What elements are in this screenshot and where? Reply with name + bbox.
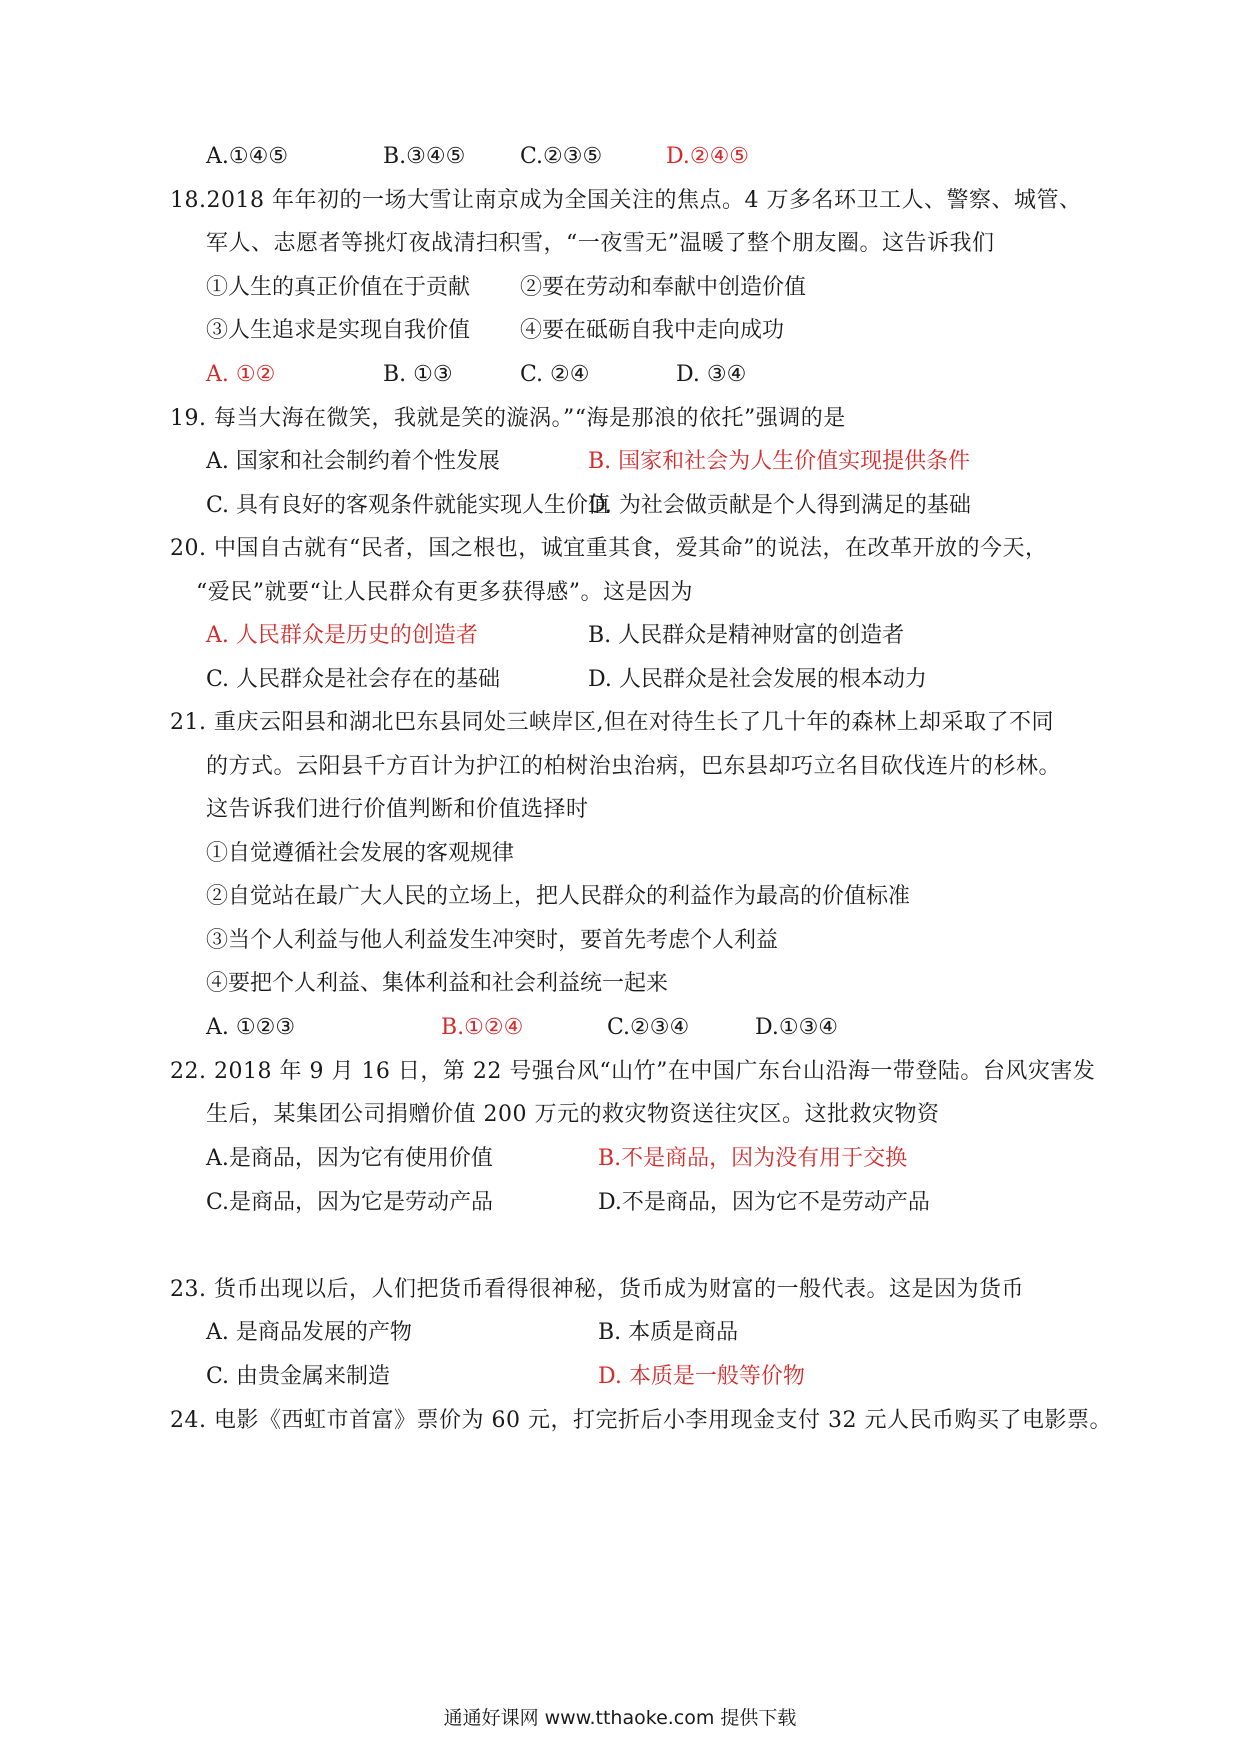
q23-option-a: A. 是商品发展的产物 <box>206 1320 412 1345</box>
q21-stem-line2: 的方式。云阳县千方百计为护江的柏树治虫治病，巴东县却巧立名目砍伐连片的杉林。 <box>206 754 1062 779</box>
q21-option-b: B.①②④ <box>441 1015 524 1040</box>
q20-option-b: B. 人民群众是精神财富的创造者 <box>588 623 905 648</box>
q21-statement-3: ③当个人利益与他人利益发生冲突时，要首先考虑个人利益 <box>206 928 779 953</box>
q18-option-b: B. ①③ <box>383 362 453 387</box>
q20-option-a: A. 人民群众是历史的创造者 <box>206 623 478 648</box>
q21-statement-2: ②自觉站在最广大人民的立场上，把人民群众的利益作为最高的价值标准 <box>206 884 911 909</box>
q23-option-c: C. 由贵金属来制造 <box>206 1364 391 1389</box>
q20-stem-line2: “爱民”就要“让人民群众有更多获得感”。这是因为 <box>196 580 693 605</box>
q20-option-d: D. 人民群众是社会发展的根本动力 <box>588 667 927 692</box>
q17-option-a: A.①④⑤ <box>206 144 289 169</box>
q19-option-b: B. 国家和社会为人生价值实现提供条件 <box>588 449 971 474</box>
q18-statement-3: ③人生追求是实现自我价值 <box>206 318 471 343</box>
q22-stem-line1: 22. 2018 年 9 月 16 日，第 22 号强台风“山竹”在中国广东台山沿海一带登陆。台风灾害发 <box>170 1059 1096 1084</box>
q18-statement-1: ①人生的真正价值在于贡献 <box>206 275 471 300</box>
q18-option-a: A. ①② <box>206 362 276 387</box>
q18-stem-line2: 军人、志愿者等挑灯夜战清扫积雪，“一夜雪无”温暖了整个朋友圈。这告诉我们 <box>206 231 995 256</box>
page-footer: 通通好课网 www.tthaoke.com 提供下载 <box>443 1707 797 1729</box>
q22-option-c: C.是商品，因为它是劳动产品 <box>206 1190 494 1215</box>
q19-stem-line1: 19. 每当大海在微笑，我就是笑的漩涡。”“海是那浪的依托”强调的是 <box>170 406 846 431</box>
q21-stem-line1: 21. 重庆云阳县和湖北巴东县同处三峡岸区,但在对待生长了几十年的森林上却采取了不同 <box>170 710 1054 735</box>
q20-option-c: C. 人民群众是社会存在的基础 <box>206 667 501 692</box>
q20-stem-line1: 20. 中国自古就有“民者，国之根也，诚宜重其食，爱其命”的说法，在改革开放的今天， <box>170 536 1048 561</box>
q18-stem-line1: 18.2018 年年初的一场大雪让南京成为全国关注的焦点。4 万多名环卫工人、警察、城管、 <box>170 188 1082 213</box>
q21-statement-4: ④要把个人利益、集体利益和社会利益统一起来 <box>206 971 669 996</box>
q21-option-a: A. ①②③ <box>206 1015 296 1040</box>
q24-stem-line1: 24. 电影《西虹市首富》票价为 60 元，打完折后小李用现金支付 32 元人民币购买了电影票。 <box>170 1408 1112 1433</box>
q23-stem-line1: 23. 货币出现以后，人们把货币看得很神秘，货币成为财富的一般代表。这是因为货币 <box>170 1277 1024 1302</box>
q23-option-b: B. 本质是商品 <box>598 1320 739 1345</box>
q19-option-a: A. 国家和社会制约着个性发展 <box>206 449 500 474</box>
q18-option-d: D. ③④ <box>676 362 747 387</box>
q17-option-c: C.②③⑤ <box>520 144 603 169</box>
q19-option-d: D. 为社会做贡献是个人得到满足的基础 <box>588 493 971 518</box>
q18-statement-4: ④要在砥砺自我中走向成功 <box>520 318 785 343</box>
q22-option-d: D.不是商品，因为它不是劳动产品 <box>598 1190 930 1215</box>
q22-stem-line2: 生后，某集团公司捐赠价值 200 万元的救灾物资送往灾区。这批救灾物资 <box>206 1102 940 1127</box>
q17-option-d: D.②④⑤ <box>666 144 750 169</box>
q19-option-c: C. 具有良好的客观条件就能实现人生价值 <box>206 493 611 518</box>
q21-statement-1: ①自觉遵循社会发展的客观规律 <box>206 841 515 866</box>
q22-option-a: A.是商品，因为它有使用价值 <box>206 1146 493 1171</box>
q17-option-b: B.③④⑤ <box>383 144 466 169</box>
q23-option-d: D. 本质是一般等价物 <box>598 1364 805 1389</box>
q21-stem-line3: 这告诉我们进行价值判断和价值选择时 <box>206 797 589 822</box>
q21-option-d: D.①③④ <box>755 1015 839 1040</box>
q18-option-c: C. ②④ <box>520 362 590 387</box>
q22-option-b: B.不是商品，因为没有用于交换 <box>598 1146 908 1171</box>
q21-option-c: C.②③④ <box>607 1015 690 1040</box>
q18-statement-2: ②要在劳动和奉献中创造价值 <box>520 275 807 300</box>
